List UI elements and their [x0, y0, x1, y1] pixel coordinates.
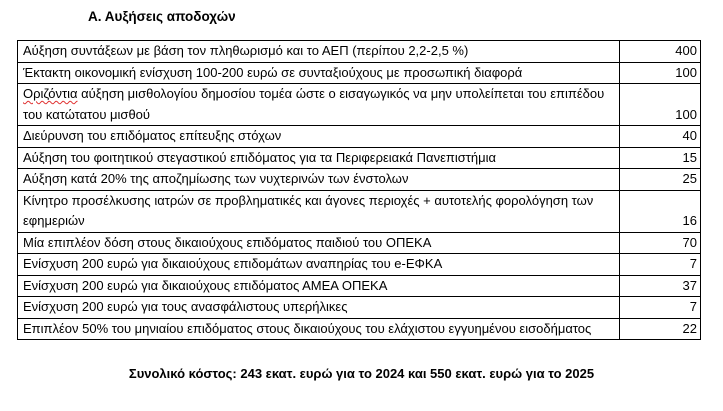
measures-table — [17, 40, 701, 340]
row-description: Ενίσχυση 200 ευρώ για τους ανασφάλιστους υπερήλικες — [18, 297, 620, 319]
row-amount: 40 — [620, 126, 701, 148]
table-row — [18, 275, 701, 297]
row-description: Επιπλέον 50% του μηνιαίου επιδόματος στους δικαιούχους του ελάχιστου εγγυημένου εισοδήματος — [18, 318, 620, 340]
row-description: Μία επιπλέον δόση στους δικαιούχους επιδόματος παιδιού του ΟΠΕΚΑ — [18, 232, 620, 254]
row-amount: 400 — [620, 41, 701, 63]
row-amount: 37 — [620, 275, 701, 297]
row-amount: 7 — [620, 297, 701, 319]
table-row — [18, 254, 701, 276]
row-amount: 70 — [620, 232, 701, 254]
table-row — [18, 126, 701, 148]
row-description: Αύξηση του φοιτητικού στεγαστικού επιδόματος για τα Περιφερειακά Πανεπιστήμια — [18, 147, 620, 169]
row-description: Ενίσχυση 200 ευρώ για δικαιούχους επιδόματος ΑΜΕΑ ΟΠΕΚΑ — [18, 275, 620, 297]
row-amount: 100 — [620, 84, 701, 126]
row-amount: 25 — [620, 169, 701, 191]
table-row — [18, 190, 701, 232]
row-description: Κίνητρο προσέλκυσης ιατρών σε προβληματικές και άγονες περιοχές + αυτοτελής φορολόγηση των εφημεριών — [18, 190, 620, 232]
row-description: Έκτακτη οικονομική ενίσχυση 100-200 ευρώ σε συνταξιούχους με προσωπική διαφορά — [18, 62, 620, 84]
row-description: Αύξηση συντάξεων με βάση τον πληθωρισμό και το ΑΕΠ (περίπου 2,2-2,5 %) — [18, 41, 620, 63]
row-amount: 16 — [620, 190, 701, 232]
section-title: Α. Αυξήσεις αποδοχών — [88, 9, 236, 24]
spellcheck-flagged-word: Οριζόντια — [23, 86, 78, 101]
row-description: Διεύρυνση του επιδόματος επίτευξης στόχων — [18, 126, 620, 148]
row-amount: 7 — [620, 254, 701, 276]
row-amount: 22 — [620, 318, 701, 340]
table-row — [18, 147, 701, 169]
row-amount: 15 — [620, 147, 701, 169]
row-amount: 100 — [620, 62, 701, 84]
row-description: Αύξηση κατά 20% της αποζημίωσης των νυχτερινών των ένστολων — [18, 169, 620, 191]
row-description: Ενίσχυση 200 ευρώ για δικαιούχους επιδομάτων αναπηρίας του e-ΕΦΚΑ — [18, 254, 620, 276]
table-row — [18, 41, 701, 63]
table-row — [18, 297, 701, 319]
table-row — [18, 318, 701, 340]
total-cost-line: Συνολικό κόστος: 243 εκατ. ευρώ για το 2024 και 550 εκατ. ευρώ για το 2025 — [128, 366, 595, 381]
table-row — [18, 62, 701, 84]
row-description-rest: αύξηση μισθολογίου δημοσίου τομέα ώστε ο εισαγωγικός να μην υπολείπεται του επιπέδου του κατώτατου μισθού — [23, 86, 605, 122]
table-row — [18, 84, 701, 126]
row-description — [18, 84, 620, 126]
table-row — [18, 169, 701, 191]
table-row — [18, 232, 701, 254]
